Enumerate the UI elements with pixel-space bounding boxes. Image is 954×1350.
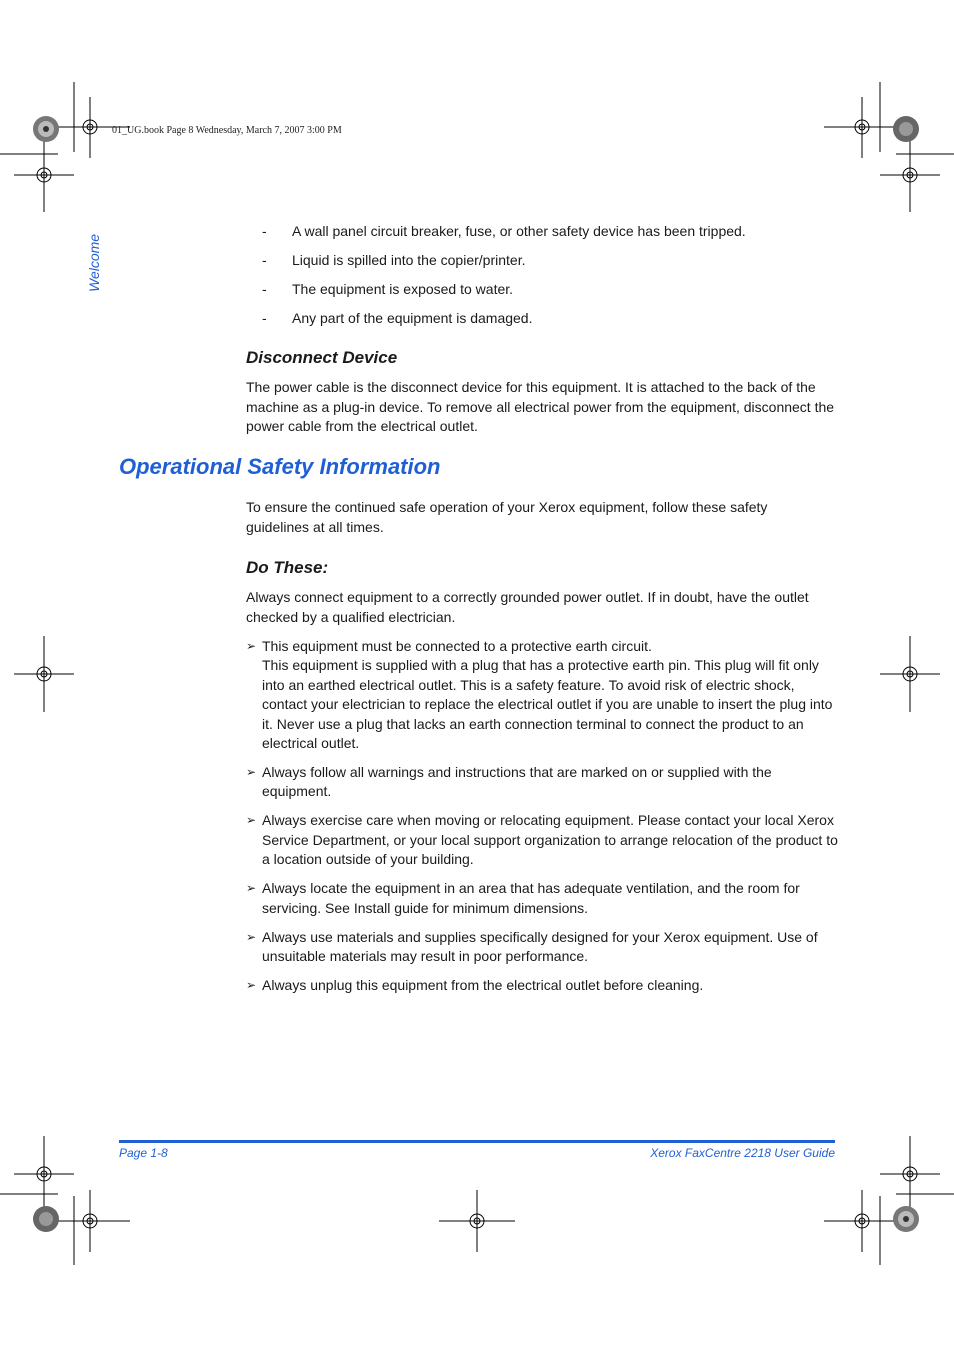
list-item	[246, 811, 846, 869]
book-slug-line: 01_UG.book Page 8 Wednesday, March 7, 2007 3:00 PM	[112, 125, 342, 136]
list-item	[262, 307, 842, 336]
footer-guide-title: Xerox FaxCentre 2218 User Guide	[650, 1146, 835, 1160]
list-item-text: Any part of the equipment is damaged.	[292, 310, 533, 326]
arrow-bullet-icon: ➢	[246, 881, 257, 896]
dash-marker: -	[262, 310, 267, 326]
list-item	[246, 879, 846, 918]
list-item	[262, 278, 842, 307]
side-tab-label: Welcome	[86, 233, 102, 292]
section-title: Operational Safety Information	[119, 454, 441, 479]
disconnect-device-heading: Disconnect Device	[246, 348, 398, 367]
disconnect-device-body: The power cable is the disconnect device for this equipment. It is attached to the back of the machine as a plug-in device. To remove all electrical power from the equipment, disconnect the power cable from the electrical outlet.	[246, 379, 835, 434]
list-item	[246, 637, 846, 753]
dash-marker: -	[262, 223, 267, 239]
list-item	[246, 928, 846, 967]
arrow-bullet-icon: ➢	[246, 765, 257, 780]
list-item-text: A wall panel circuit breaker, fuse, or other safety device has been tripped.	[292, 223, 746, 239]
footer-page-number: Page 1-8	[119, 1146, 168, 1160]
list-item-text: Liquid is spilled into the copier/printer.	[292, 252, 526, 268]
do-these-intro: Always connect equipment to a correctly grounded power outlet. If in doubt, have the outlet checked by a qualified electrician.	[246, 589, 809, 625]
list-item-text: Always locate the equipment in an area that has adequate ventilation, and the room for servicing. See Install guide for minimum dimensions.	[262, 880, 800, 916]
do-these-heading: Do These:	[246, 558, 329, 577]
do-these-list	[246, 637, 846, 1005]
list-item-lead: This equipment must be connected to a protective earth circuit.	[262, 638, 652, 654]
dash-marker: -	[262, 252, 267, 268]
list-item	[262, 220, 842, 249]
dash-marker: -	[262, 281, 267, 297]
condition-list	[262, 220, 842, 336]
list-item-text: Always follow all warnings and instructions that are marked on or supplied with the equipment.	[262, 764, 772, 800]
list-item-text: The equipment is exposed to water.	[292, 281, 514, 297]
section-intro: To ensure the continued safe operation of your Xerox equipment, follow these safety guidelines at all times.	[246, 499, 768, 535]
list-item	[262, 249, 842, 278]
arrow-bullet-icon: ➢	[246, 639, 257, 653]
footer-rule	[119, 1140, 835, 1143]
arrow-bullet-icon: ➢	[246, 813, 257, 828]
list-item-text: Always use materials and supplies specifically designed for your Xerox equipment. Use of unsuitable materials may result in poor performance.	[262, 928, 818, 965]
list-item-text: Always unplug this equipment from the electrical outlet before cleaning.	[262, 977, 704, 994]
arrow-bullet-icon: ➢	[246, 978, 257, 993]
list-item-text: Always exercise care when moving or relocating equipment. Please contact your local Xerox Service Department, or your local support organization to arrange relocation of the product to a location outside of your building.	[262, 812, 838, 868]
arrow-bullet-icon: ➢	[246, 929, 257, 944]
list-item-text	[262, 637, 838, 753]
list-item	[246, 763, 846, 802]
list-item	[246, 976, 846, 995]
list-item-detail: This equipment is supplied with a plug that has a protective earth pin. This plug will fit only into an earthed electrical outlet. This is a safety feature. To avoid risk of electric shock, contact your electrician to replace the electrical outlet if you are unable to insert the plug into it. Never use a plug that lacks an earth connection terminal to connect the product to an electrical outlet.	[262, 657, 833, 752]
